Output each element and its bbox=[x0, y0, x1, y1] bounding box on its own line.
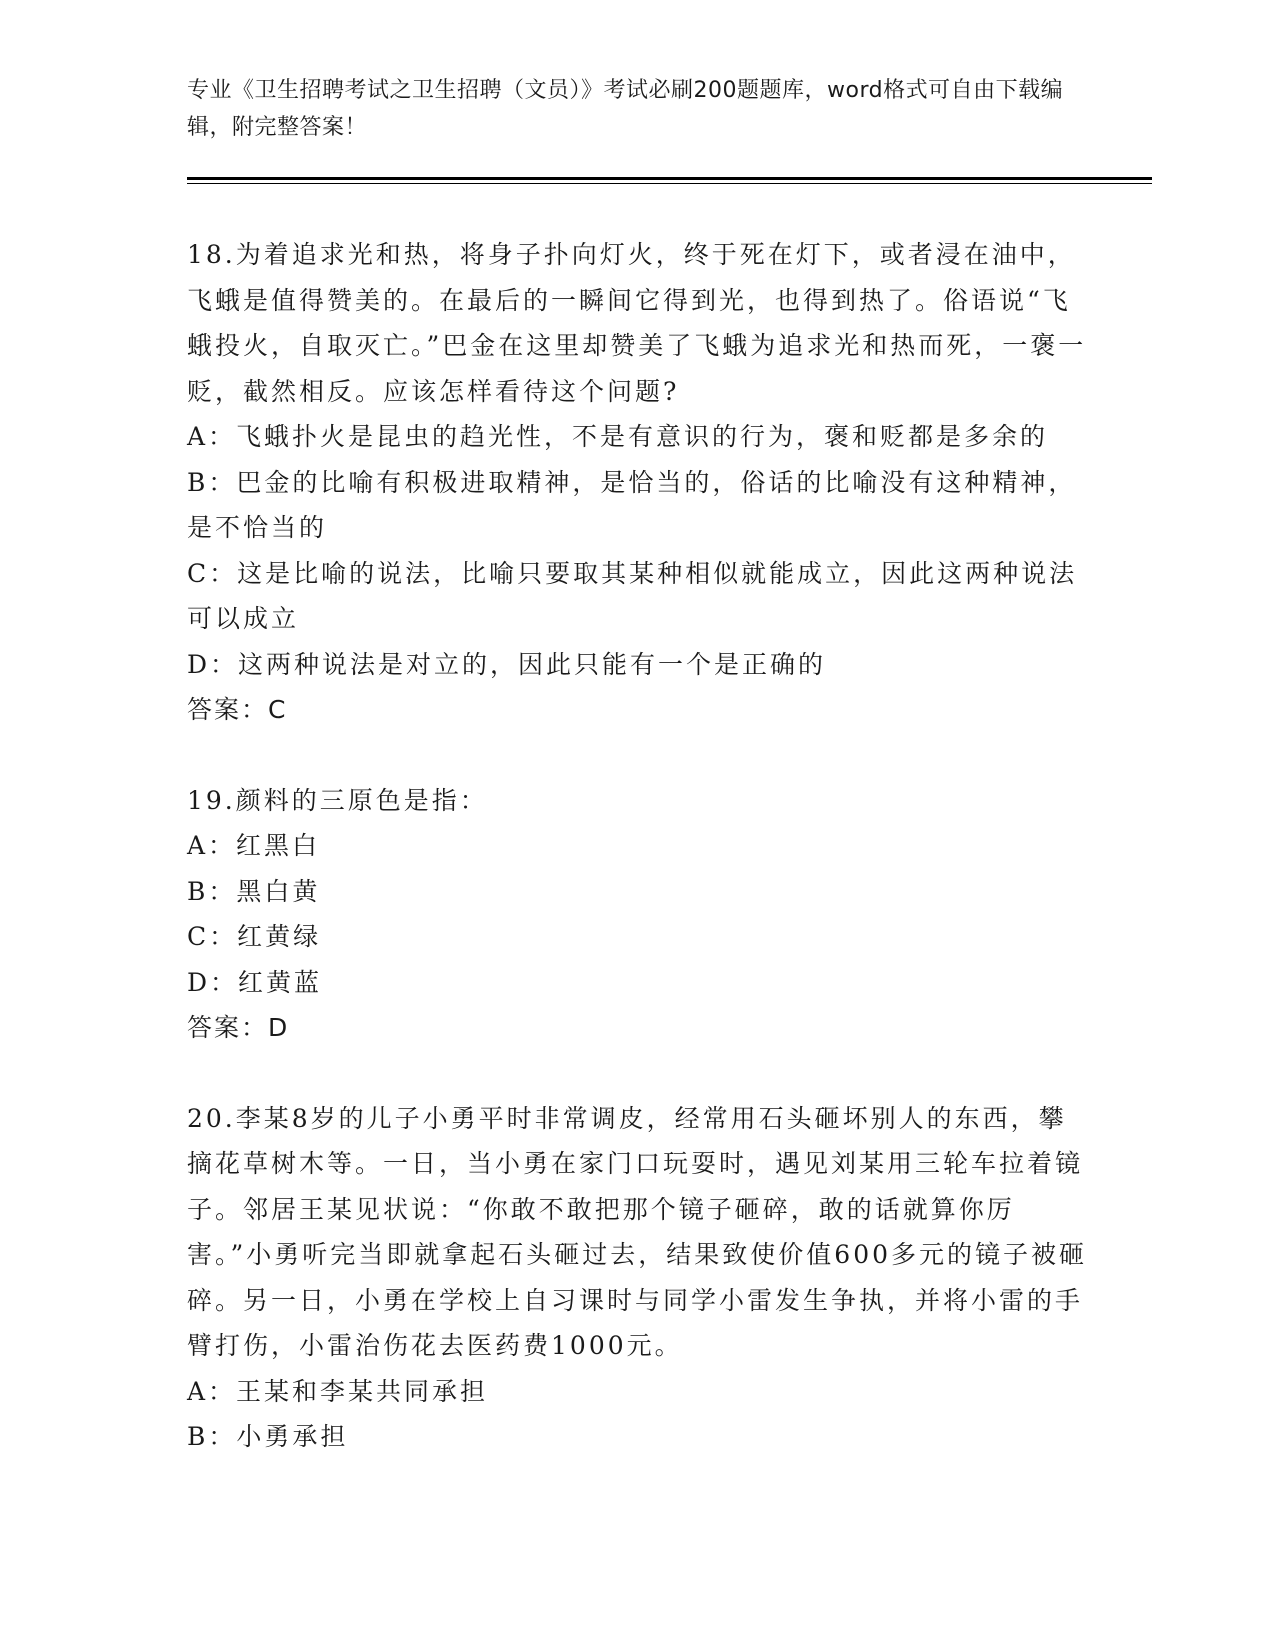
question-18 bbox=[187, 232, 1087, 733]
option-a: A：红黑白 bbox=[187, 831, 321, 860]
option-d: D：这两种说法是对立的，因此只能有一个是正确的 bbox=[187, 649, 827, 679]
question-stem: 20.李某8岁的儿子小勇平时非常调皮，经常用石头砸坏别人的东西，攀摘花草树木等。一日，当小勇在家门口玩耍时，遇见刘某用三轮车拉着镜子。邻居王某见状说：“你敢不敢把那个镜子砸碎，敢的话就算你厉害。”小勇听完当即就拿起石头砸过去，结果致使价值600多元的镜子被砸碎。另一日，小勇在学校上自习课时与同学小雷发生争执，并将小雷的手臂打伤，小雷治伤花去医药费1000元。 bbox=[187, 1103, 1088, 1360]
option-d: D：红黄蓝 bbox=[187, 967, 323, 997]
question-list bbox=[187, 232, 1087, 1460]
header-rule-thin bbox=[187, 183, 1152, 184]
option-c: C：这是比喻的说法，比喻只要取其某种相似就能成立，因此这两种说法可以成立 bbox=[187, 558, 1078, 633]
spacer bbox=[187, 1051, 1087, 1096]
option-b: B：小勇承担 bbox=[187, 1422, 349, 1451]
option-b: B：巴金的比喻有积极进取精神，是恰当的，俗话的比喻没有这种精神，是不恰当的 bbox=[187, 467, 1077, 542]
option-a: A：飞蛾扑火是昆虫的趋光性，不是有意识的行为，褒和贬都是多余的 bbox=[187, 422, 1049, 451]
answer: 答案：D bbox=[187, 1013, 290, 1042]
header-rule bbox=[187, 177, 1152, 180]
question-20 bbox=[187, 1096, 1087, 1460]
question-19 bbox=[187, 778, 1087, 1051]
question-stem: 18.为着追求光和热，将身子扑向灯火，终于死在灯下，或者浸在油中，飞蛾是值得赞美的。在最后的一瞬间它得到光，也得到热了。俗语说“飞蛾投火，自取灭亡。”巴金在这里却赞美了飞蛾为追求光和热而死，一褒一贬，截然相反。应该怎样看待这个问题? bbox=[187, 240, 1087, 406]
question-stem: 19.颜料的三原色是指： bbox=[187, 785, 488, 815]
option-c: C：红黄绿 bbox=[187, 922, 322, 951]
document-header: 专业《卫生招聘考试之卫生招聘（文员）》考试必刷200题题库，word格式可自由下载编辑，附完整答案！ bbox=[187, 78, 1064, 140]
answer: 答案：C bbox=[187, 695, 288, 724]
spacer bbox=[187, 733, 1087, 778]
option-a: A：王某和李某共同承担 bbox=[187, 1376, 489, 1406]
option-b: B：黑白黄 bbox=[187, 876, 321, 906]
